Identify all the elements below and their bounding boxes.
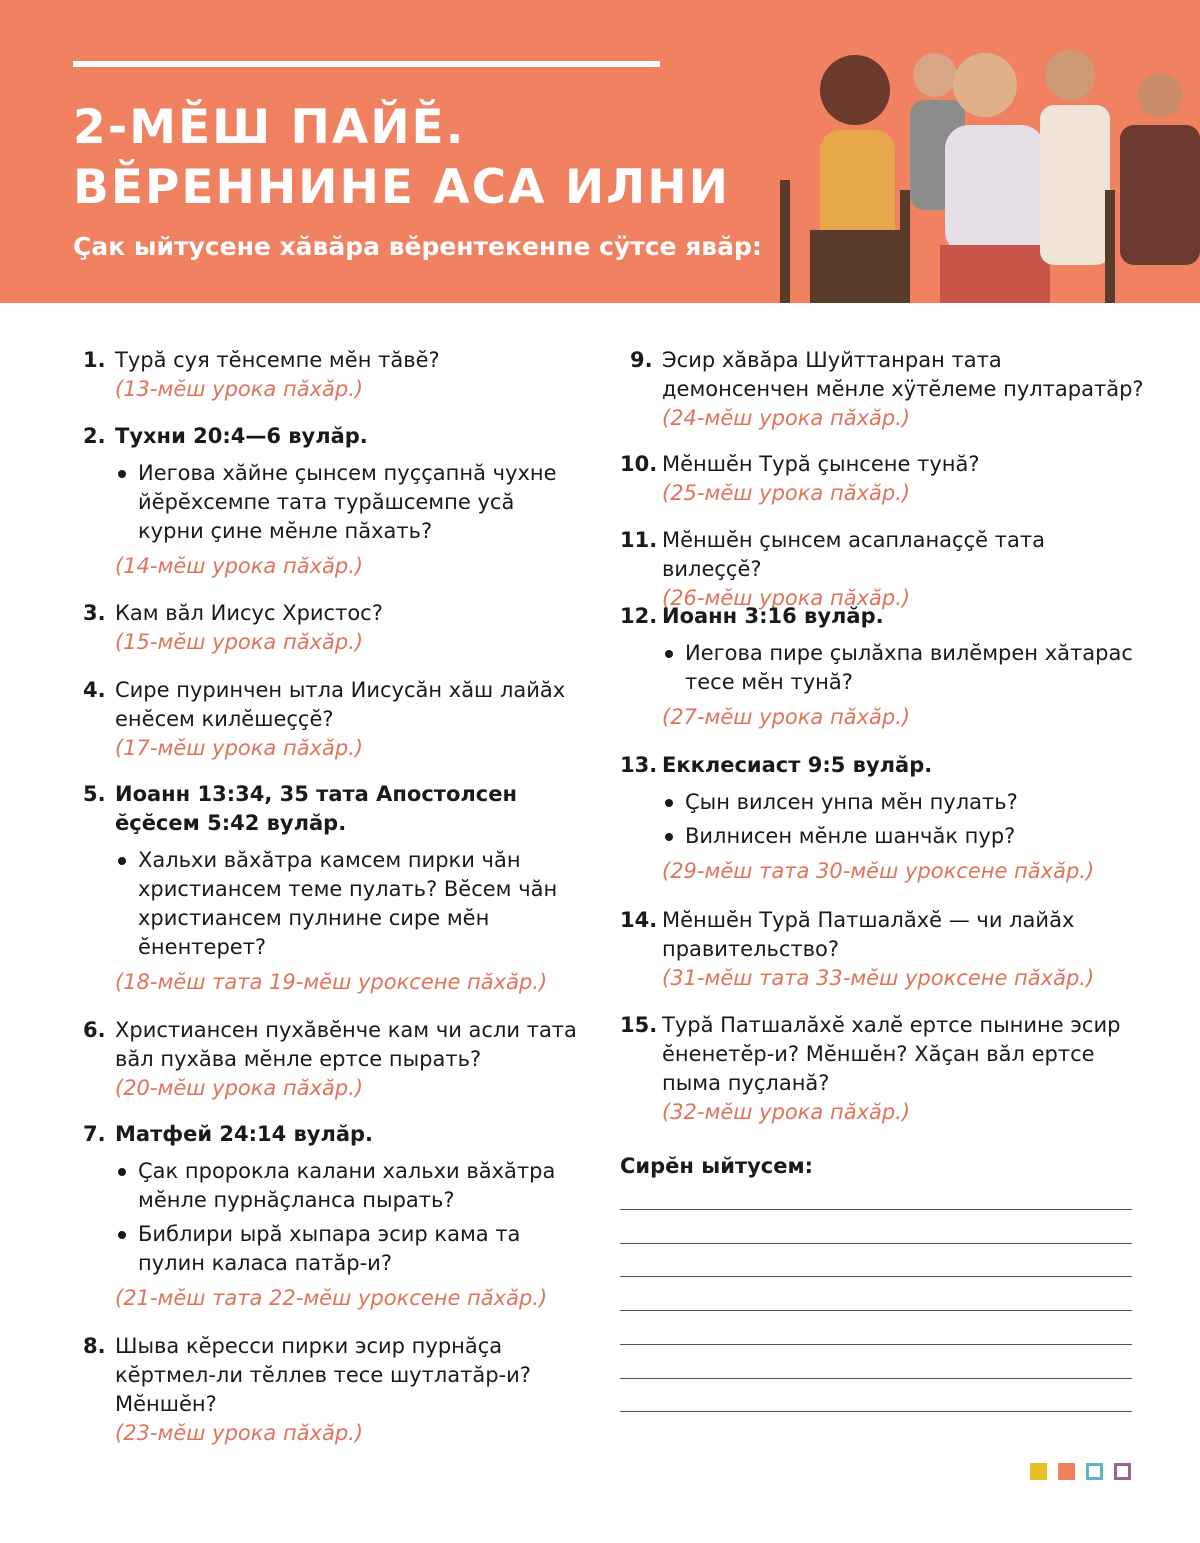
question-body (662, 346, 1150, 433)
lesson-reference: (18-мĕш тата 19-мĕш уроксене пăхăр.) (115, 970, 548, 994)
lesson-reference: (32-мĕш урока пăхăр.) (662, 1100, 911, 1124)
lesson-reference: (21-мĕш тата 22-мĕш уроксене пăхăр.) (115, 1286, 548, 1310)
question-number: 11. (620, 528, 658, 552)
question-body (115, 422, 583, 581)
question-text: Иоанн 3:16 вулăр. (662, 604, 884, 628)
note-line[interactable] (620, 1276, 1132, 1277)
bullet-item: Иегова хăйне çынсем пуççапнă чухне йĕрĕхсемпе тата турăшсемпе усă курни çине мĕнле пăхать? (138, 459, 583, 546)
lesson-reference: (25-мĕш урока пăхăр.) (662, 481, 911, 505)
bullet-list (115, 1157, 583, 1278)
page-subtitle: Çак ыйтусене хăвăра вĕрентекенпе сÿтсе явăр: (73, 232, 762, 261)
bullet-item: Çак пророкла калани хальхи вăхăтра мĕнле пурнăçланса пырать? (138, 1157, 583, 1215)
question-item (620, 602, 1150, 732)
bullet-list (662, 788, 1150, 851)
question-number: 13. (620, 753, 658, 777)
square-purple-outline (1114, 1463, 1131, 1480)
question-text: Тухни 20:4—6 вулăр. (115, 424, 368, 448)
lesson-reference: (15-мĕш урока пăхăр.) (115, 630, 364, 654)
question-item (83, 780, 583, 997)
person-1 (810, 55, 900, 303)
note-line[interactable] (620, 1344, 1132, 1345)
question-body (115, 1332, 593, 1448)
question-text: Мĕншĕн çынсем асапланаççĕ тата вилеççĕ? (662, 528, 1045, 581)
header-banner (0, 0, 1200, 303)
question-item (83, 1016, 583, 1103)
bullet-item: Иегова пире çылăхпа вилĕмрен хăтарас тесе мĕн тунă? (685, 639, 1150, 697)
bullet-item: Çын вилсен унпа мĕн пулать? (685, 788, 1150, 817)
note-line[interactable] (620, 1243, 1132, 1244)
question-item (620, 906, 1150, 993)
lesson-reference: (24-мĕш урока пăхăр.) (662, 406, 911, 430)
question-body (115, 346, 583, 404)
question-item (620, 526, 1150, 613)
question-text: Эсир хăвăра Шуйттанран тата демонсенчен мĕнле хÿтĕлеме пултаратăр? (662, 348, 1144, 401)
question-item (620, 1011, 1150, 1127)
question-body (115, 676, 583, 763)
question-item (620, 751, 1150, 886)
question-body (115, 1120, 583, 1313)
bullet-item: Библири ырă хыпара эсир кама та пулин каласа патăр-и? (138, 1220, 583, 1278)
person-3 (940, 53, 1050, 303)
question-text: Сире пуринчен ытла Иисусăн хăш лайăх енĕсем килĕшеççĕ? (115, 678, 566, 731)
question-text: Турă суя тĕнсемпе мĕн тăвĕ? (115, 348, 440, 372)
question-item (83, 599, 583, 657)
question-item (620, 450, 1150, 508)
question-text: Шыва кĕресси пирки эсир пурнăçа кĕртмел-ли тĕллев тесе шутлатăр-и? Мĕншĕн? (115, 1334, 531, 1416)
question-item (83, 676, 583, 763)
header-rule (73, 61, 660, 67)
question-number: 15. (620, 1013, 658, 1037)
people-illustration (760, 30, 1200, 303)
person-5 (1120, 73, 1200, 265)
lesson-reference: (29-мĕш тата 30-мĕш уроксене пăхăр.) (662, 859, 1095, 883)
note-line[interactable] (620, 1209, 1132, 1210)
bullet-list (115, 459, 583, 546)
question-body (115, 599, 583, 657)
question-number: 2. (83, 424, 106, 448)
lesson-reference: (23-мĕш урока пăхăр.) (115, 1421, 364, 1445)
square-teal-outline (1086, 1463, 1103, 1480)
question-text: Екклесиаст 9:5 вулăр. (662, 753, 933, 777)
question-number: 3. (83, 601, 106, 625)
question-body (662, 906, 1150, 993)
question-body (115, 780, 583, 997)
question-number: 8. (83, 1334, 106, 1358)
bullet-item: Хальхи вăхăтра камсем пирки чăн христиансем теме пулать? Вĕсем чăн христиансем пулнине сире мĕн ĕнентерет? (138, 846, 583, 962)
question-text: Иоанн 13:34, 35 тата Апостолсен ĕçĕсем 5:42 вулăр. (115, 782, 517, 835)
question-number: 9. (630, 348, 653, 372)
person-4 (1040, 50, 1110, 265)
question-number: 5. (83, 782, 106, 806)
bullet-item: Вилнисен мĕнле шанчăк пур? (685, 822, 1150, 851)
page-title-line1: 2-МĔШ ПАЙĔ. (73, 100, 466, 155)
bullet-list (662, 639, 1150, 697)
question-item (630, 346, 1150, 433)
question-text: Мĕншĕн Турă Патшалăхĕ — чи лайăх правительство? (662, 908, 1075, 961)
question-item (83, 1332, 593, 1448)
square-orange (1058, 1463, 1075, 1480)
question-body (662, 526, 1150, 613)
lesson-reference: (27-мĕш урока пăхăр.) (662, 705, 911, 729)
note-line[interactable] (620, 1378, 1132, 1379)
lesson-reference: (13-мĕш урока пăхăр.) (115, 377, 364, 401)
question-number: 7. (83, 1122, 106, 1146)
note-line[interactable] (620, 1310, 1132, 1311)
question-body (662, 450, 1150, 508)
question-number: 14. (620, 908, 658, 932)
square-yellow (1030, 1463, 1047, 1480)
question-item (83, 346, 583, 404)
lesson-reference: (20-мĕш урока пăхăр.) (115, 1076, 364, 1100)
question-number: 6. (83, 1018, 106, 1042)
question-number: 10. (620, 452, 658, 476)
lesson-reference: (17-мĕш урока пăхăр.) (115, 736, 364, 760)
question-body (115, 1016, 583, 1103)
question-body (662, 1011, 1150, 1127)
question-text: Кам вăл Иисус Христос? (115, 601, 383, 625)
note-line[interactable] (620, 1411, 1132, 1412)
question-text: Матфей 24:14 вулăр. (115, 1122, 374, 1146)
question-number: 12. (620, 604, 658, 628)
question-text: Христиансен пухăвĕнче кам чи асли тата вăл пухăва мĕнле ертсе пырать? (115, 1018, 577, 1071)
question-text: Турă Патшалăхĕ халĕ ертсе пынине эсир ĕненетĕр-и? Мĕншĕн? Хăçан вăл ертсе пыма пуçланă? (662, 1013, 1121, 1095)
question-body (662, 602, 1150, 732)
question-number: 4. (83, 678, 106, 702)
bullet-list (115, 846, 583, 962)
lesson-reference: (14-мĕш урока пăхăр.) (115, 554, 364, 578)
question-item (83, 422, 583, 581)
page-title-line2: ВĔРЕННИНЕ АСА ИЛНИ (73, 160, 730, 215)
question-body (662, 751, 1150, 886)
lesson-reference: (31-мĕш тата 33-мĕш уроксене пăхăр.) (662, 966, 1095, 990)
question-number: 1. (83, 348, 106, 372)
question-item (83, 1120, 583, 1313)
question-text: Мĕншĕн Турă çынсене тунă? (662, 452, 980, 476)
notes-label: Сирĕн ыйтусем: (620, 1154, 814, 1178)
lesson-reference: (26-мĕш урока пăхăр.) (662, 586, 911, 610)
